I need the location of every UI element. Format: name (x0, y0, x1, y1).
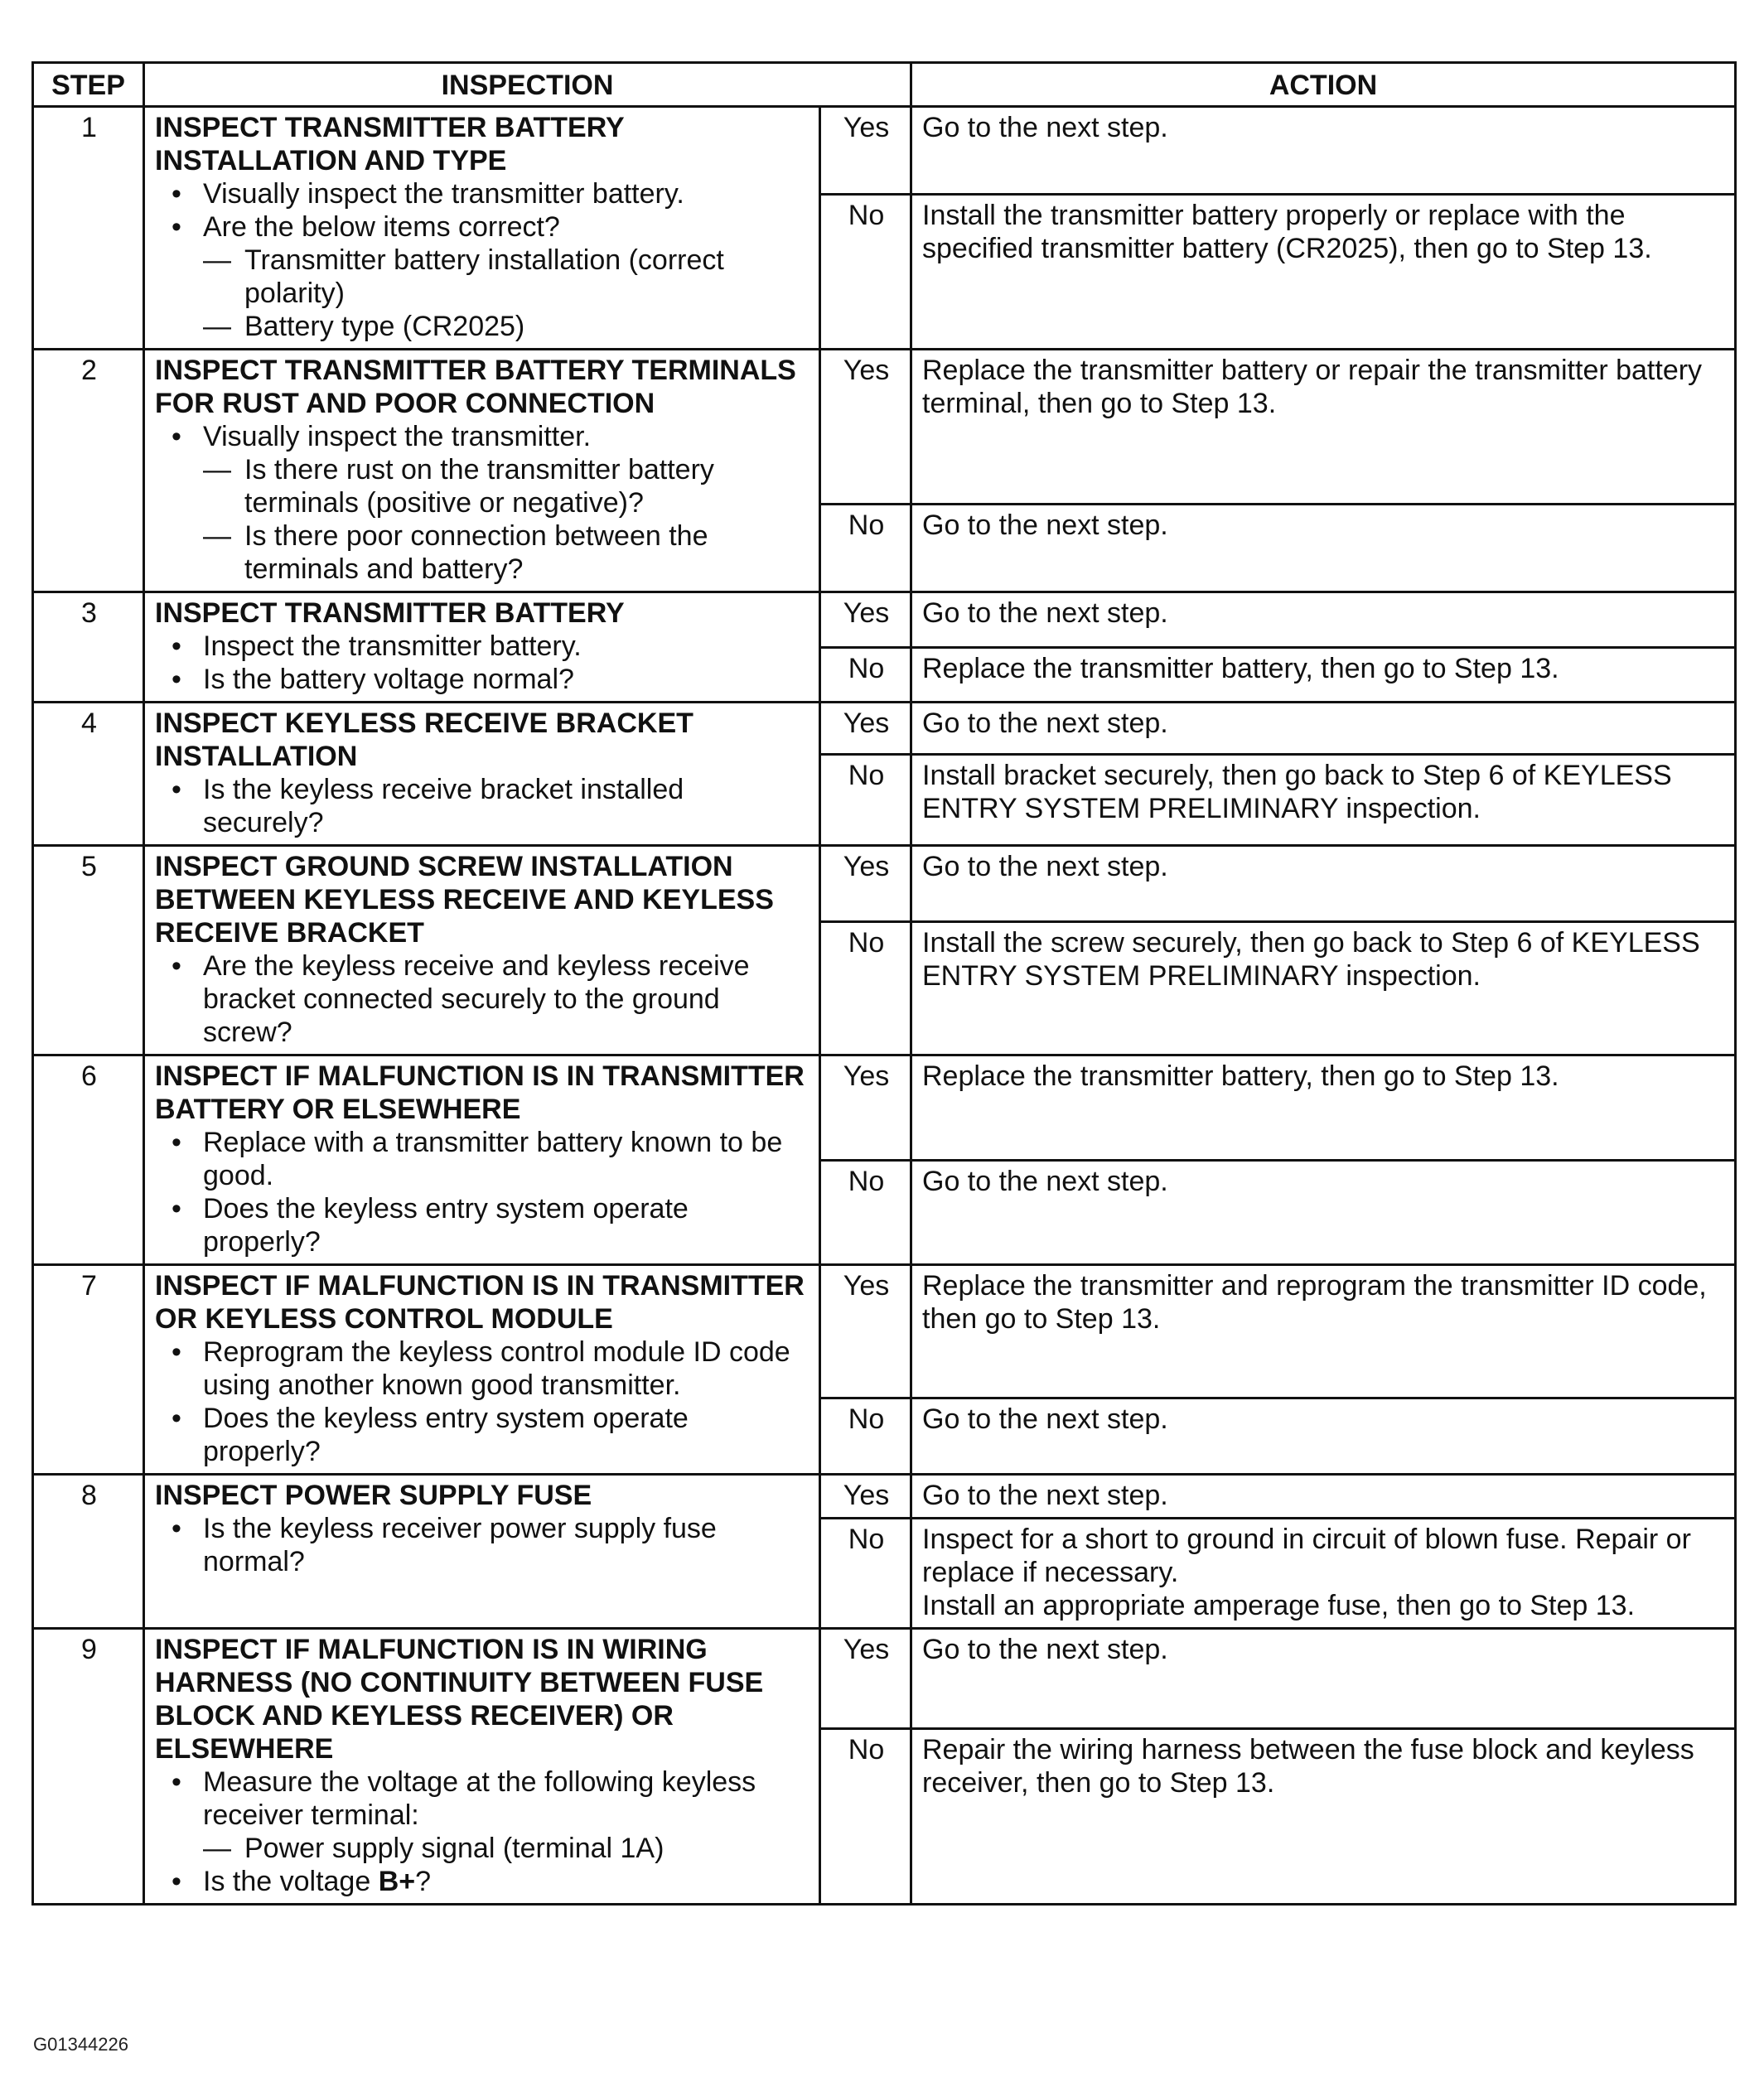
no-label: No (820, 1398, 911, 1475)
action-text: Go to the next step. (922, 1634, 1168, 1665)
action-text: Go to the next step. (922, 708, 1168, 739)
bullet-text: Inspect the transmitter battery. (203, 630, 582, 662)
bullet-text: Visually inspect the transmitter. (203, 421, 592, 452)
action-text: Install bracket securely, then go back to Step 6 of KEYLESS ENTRY SYSTEM PRELIMINARY inspection. (922, 759, 1672, 824)
inspection-bullets (155, 1336, 810, 1468)
no-action (911, 1728, 1736, 1904)
yes-label: Yes (820, 703, 911, 755)
action-text: Go to the next step. (922, 1165, 1168, 1197)
no-action (911, 195, 1736, 350)
no-label: No (820, 1519, 911, 1629)
action-text: Go to the next step. (922, 597, 1168, 629)
inspection-title: INSPECT IF MALFUNCTION IS IN WIRING HARNESS (NO CONTINUITY BETWEEN FUSE BLOCK AND KEYLESS RECEIVER) OR ELSEWHERE (155, 1634, 764, 1765)
inspection-subitems (203, 244, 810, 343)
action-text: Go to the next step. (922, 851, 1168, 882)
bullet-suffix: ? (415, 1866, 432, 1897)
action-text: Go to the next step. (922, 112, 1168, 143)
yes-label: Yes (820, 107, 911, 195)
inspection-subitem: — Power supply signal (terminal 1A) (203, 1832, 810, 1865)
table-body (33, 107, 1736, 1905)
step-number: 4 (33, 703, 144, 846)
inspection-title: INSPECT GROUND SCREW INSTALLATION BETWEEN KEYLESS RECEIVE AND KEYLESS RECEIVE BRACKET (155, 851, 774, 949)
step-number: 9 (33, 1629, 144, 1905)
bullet-text: Visually inspect the transmitter battery. (203, 178, 684, 210)
no-action (911, 1398, 1736, 1475)
inspection-bullets (155, 949, 810, 1049)
table-row (33, 1265, 1736, 1398)
no-label: No (820, 754, 911, 845)
action-text: Inspect for a short to ground in circuit of blown fuse. Repair or replace if necessary. (922, 1524, 1691, 1588)
inspection-bullets (155, 630, 810, 696)
action-text: Go to the next step. (922, 1480, 1168, 1511)
action-text: Repair the wiring harness between the fuse block and keyless receiver, then go to Step 13. (922, 1733, 1694, 1799)
figure-id: G01344226 (33, 2034, 128, 2055)
inspection-cell (144, 1265, 820, 1475)
inspection-subitem: — Is there rust on the transmitter battery terminals (positive or negative)? (203, 453, 810, 519)
step-number: 6 (33, 1055, 144, 1265)
inspection-cell (144, 846, 820, 1055)
inspection-bullets (155, 177, 810, 343)
step-number: 8 (33, 1475, 144, 1629)
header-action: ACTION (911, 63, 1736, 107)
table-row (33, 703, 1736, 755)
no-label: No (820, 921, 911, 1055)
table-row (33, 846, 1736, 922)
action-text: Go to the next step. (922, 509, 1168, 541)
bullet-text: Does the keyless entry system operate properly? (203, 1403, 689, 1467)
bullet-text: Is the keyless receive bracket installed securely? (203, 774, 684, 838)
yes-action (911, 1265, 1736, 1398)
yes-action (911, 846, 1736, 922)
action-text: Replace the transmitter battery, then go to Step 13. (922, 652, 1559, 684)
bullet-text: Reprogram the keyless control module ID code using another known good transmitter. (203, 1336, 790, 1401)
inspection-bullets (155, 1765, 810, 1898)
bullet-text: Are the below items correct? (203, 211, 560, 243)
inspection-bullets (155, 1512, 810, 1578)
yes-action (911, 1629, 1736, 1729)
inspection-bullets (155, 420, 810, 586)
bullet-text: Are the keyless receive and keyless receive bracket connected securely to the ground screw? (203, 950, 750, 1048)
inspection-bullet (155, 949, 810, 1049)
inspection-cell (144, 107, 820, 350)
no-label: No (820, 195, 911, 350)
step-number: 2 (33, 350, 144, 592)
header-step: STEP (33, 63, 144, 107)
inspection-bullet (155, 1192, 810, 1258)
no-action (911, 504, 1736, 592)
yes-action (911, 350, 1736, 505)
table-row (33, 350, 1736, 505)
inspection-title: INSPECT KEYLESS RECEIVE BRACKET INSTALLATION (155, 708, 694, 772)
inspection-bullets (155, 773, 810, 839)
header-inspection: INSPECTION (144, 63, 911, 107)
bullet-bold-value: B+ (378, 1866, 416, 1897)
yes-action (911, 1055, 1736, 1161)
inspection-subitem: — Is there poor connection between the terminals and battery? (203, 519, 810, 586)
yes-label: Yes (820, 350, 911, 505)
no-action (911, 921, 1736, 1055)
inspection-subitem: — Transmitter battery installation (correct polarity) (203, 244, 810, 310)
step-number: 7 (33, 1265, 144, 1475)
yes-action (911, 592, 1736, 648)
yes-label: Yes (820, 592, 911, 648)
inspection-bullet (155, 1512, 810, 1578)
yes-label: Yes (820, 1265, 911, 1398)
action-text: Install the screw securely, then go back to Step 6 of KEYLESS ENTRY SYSTEM PRELIMINARY inspection. (922, 926, 1700, 992)
action-text: Install an appropriate amperage fuse, then go to Step 13. (922, 1590, 1636, 1621)
yes-action (911, 703, 1736, 755)
inspection-bullet (155, 1336, 810, 1402)
inspection-subitem: — Battery type (CR2025) (203, 310, 810, 343)
action-text: Install the transmitter battery properly or replace with the specified transmitter battery (CR2025), then go to Step 13. (922, 200, 1652, 265)
table-row (33, 1055, 1736, 1161)
inspection-bullet (155, 210, 810, 343)
no-action (911, 647, 1736, 703)
step-number: 3 (33, 592, 144, 703)
inspection-title: INSPECT TRANSMITTER BATTERY TERMINALS FOR RUST AND POOR CONNECTION (155, 355, 796, 419)
action-text: Replace the transmitter battery, then go to Step 13. (922, 1060, 1559, 1092)
inspection-bullet (155, 663, 810, 696)
action-text: Go to the next step. (922, 1403, 1168, 1436)
inspection-cell (144, 1475, 820, 1629)
bullet-text: Is the battery voltage normal? (203, 664, 574, 695)
table-row (33, 1629, 1736, 1729)
no-label: No (820, 1728, 911, 1904)
inspection-subitems (203, 1832, 810, 1865)
diagnostic-table (31, 61, 1737, 1906)
inspection-cell (144, 350, 820, 592)
no-action (911, 1519, 1736, 1629)
inspection-cell (144, 1629, 820, 1905)
no-label: No (820, 504, 911, 592)
yes-action (911, 1475, 1736, 1519)
inspection-title: INSPECT IF MALFUNCTION IS IN TRANSMITTER BATTERY OR ELSEWHERE (155, 1060, 805, 1125)
bullet-text: Replace with a transmitter battery known to be good. (203, 1127, 783, 1191)
yes-label: Yes (820, 1475, 911, 1519)
yes-action (911, 107, 1736, 195)
table-row (33, 107, 1736, 195)
inspection-bullets (155, 1126, 810, 1258)
inspection-title: INSPECT TRANSMITTER BATTERY INSTALLATION AND TYPE (155, 112, 625, 176)
inspection-bullet (155, 1765, 810, 1865)
no-action (911, 1160, 1736, 1265)
yes-label: Yes (820, 846, 911, 922)
inspection-bullet (155, 1402, 810, 1468)
bullet-text: Is the voltage (203, 1866, 379, 1897)
action-text: Replace the transmitter battery or repair the transmitter battery terminal, then go to Step 13. (922, 355, 1703, 419)
table-row (33, 1475, 1736, 1519)
header-row (33, 63, 1736, 107)
inspection-subitems (203, 453, 810, 586)
action-text: Replace the transmitter and reprogram the transmitter ID code, then go to Step 13. (922, 1270, 1707, 1335)
inspection-title: INSPECT TRANSMITTER BATTERY (155, 597, 625, 629)
yes-label: Yes (820, 1629, 911, 1729)
inspection-bullet (155, 630, 810, 663)
bullet-text: Measure the voltage at the following keyless receiver terminal: (203, 1766, 756, 1831)
inspection-bullet (155, 773, 810, 839)
inspection-cell (144, 703, 820, 846)
inspection-bullet (155, 177, 810, 210)
table-row (33, 592, 1736, 648)
bullet-text: Does the keyless entry system operate properly? (203, 1193, 689, 1258)
yes-label: Yes (820, 1055, 911, 1161)
inspection-title: INSPECT IF MALFUNCTION IS IN TRANSMITTER OR KEYLESS CONTROL MODULE (155, 1270, 805, 1335)
inspection-cell (144, 1055, 820, 1265)
no-label: No (820, 647, 911, 703)
no-label: No (820, 1160, 911, 1265)
inspection-title: INSPECT POWER SUPPLY FUSE (155, 1480, 592, 1511)
inspection-bullet (155, 1865, 810, 1898)
inspection-bullet (155, 1126, 810, 1192)
no-action (911, 754, 1736, 845)
step-number: 5 (33, 846, 144, 1055)
inspection-bullet (155, 420, 810, 586)
inspection-cell (144, 592, 820, 703)
bullet-text: Is the keyless receiver power supply fuse normal? (203, 1513, 717, 1577)
step-number: 1 (33, 107, 144, 350)
